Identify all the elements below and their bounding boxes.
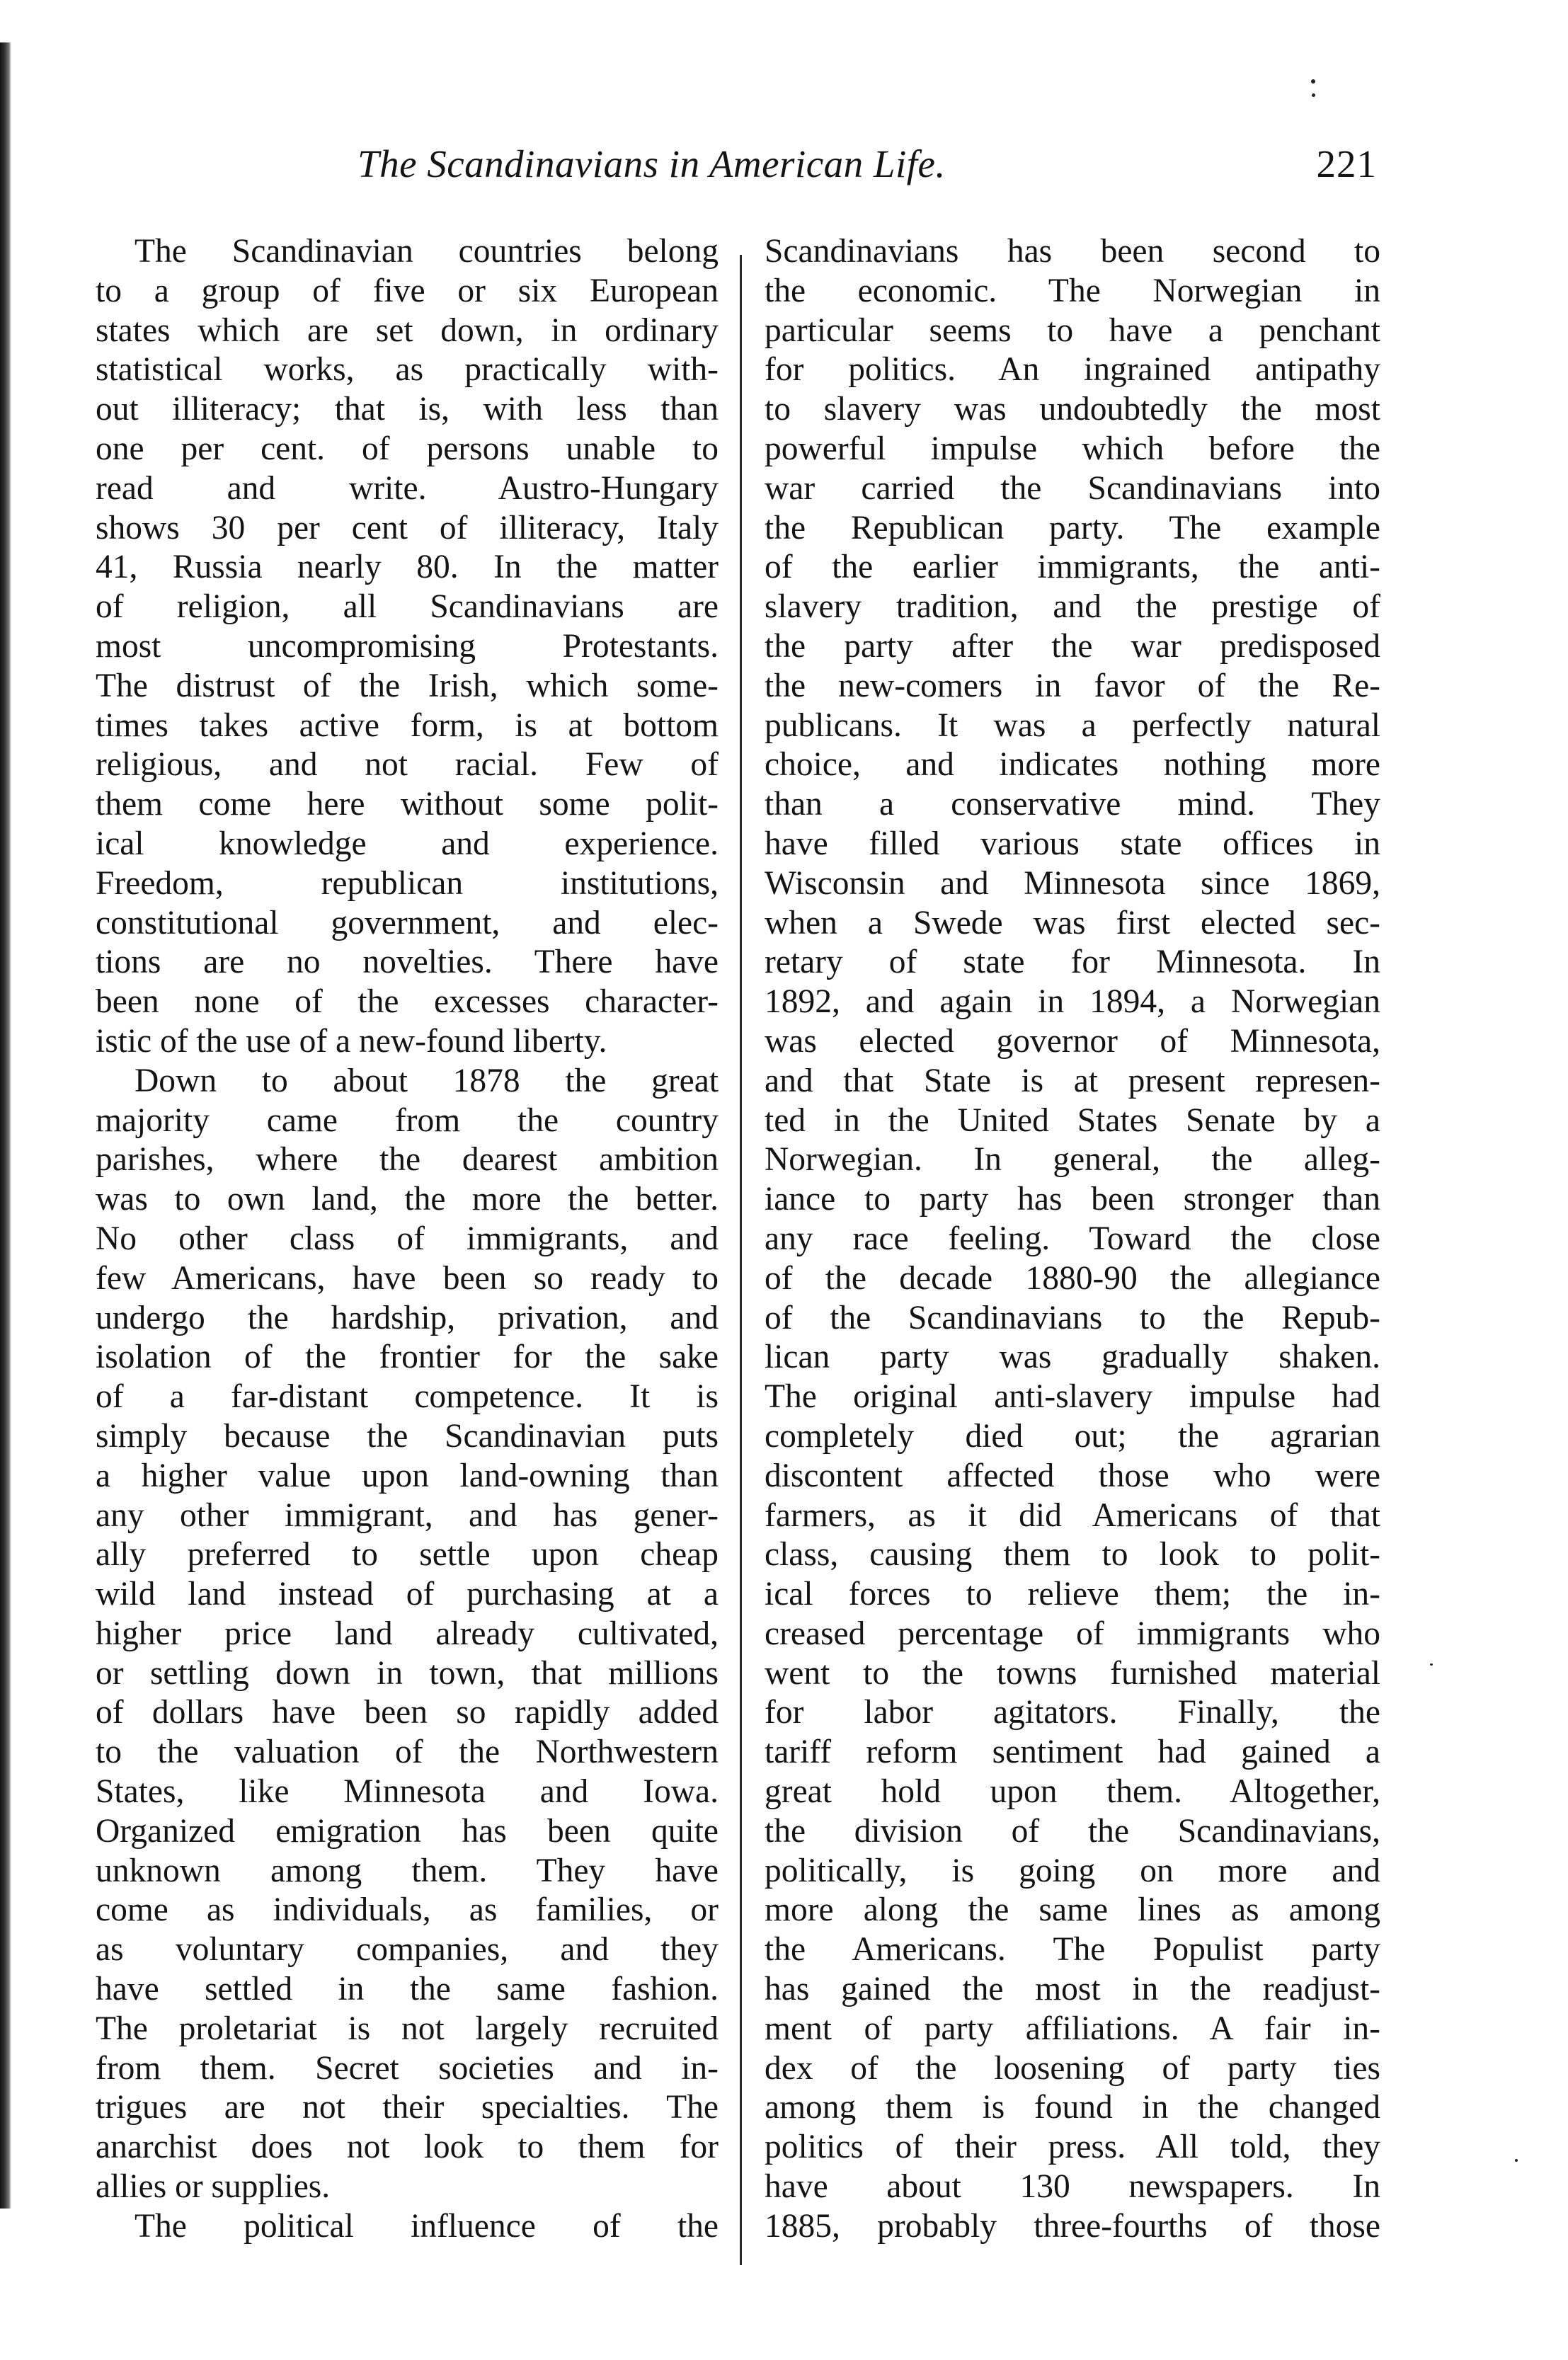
text-line: read and write. Austro-Hungary [96, 469, 719, 507]
text-line: of the earlier immigrants, the anti- [765, 549, 1380, 586]
text-line: simply because the Scandinavian puts [96, 1417, 719, 1455]
text-line: The distrust of the Irish, which some- [96, 667, 719, 704]
text-line: any other immigrant, and has gener- [96, 1496, 719, 1534]
text-line: few Americans, have been so ready to [96, 1259, 719, 1297]
text-line: been none of the excesses character- [96, 983, 719, 1021]
text-line: the party after the war predisposed [765, 627, 1380, 665]
text-line: has gained the most in the readjust- [765, 1971, 1380, 2008]
text-line: constitutional government, and elec- [96, 904, 719, 941]
text-line: discontent affected those who were [765, 1457, 1380, 1494]
text-line: of dollars have been so rapidly added [96, 1694, 719, 1731]
text-line: retary of state for Minnesota. In [765, 944, 1380, 981]
text-line: isolation of the frontier for the sake [96, 1339, 719, 1376]
text-line: Down to about 1878 the great [135, 1062, 719, 1099]
text-line: out illiteracy; that is, with less than [96, 391, 719, 428]
right-column [765, 232, 1380, 2247]
scan-speck [1312, 93, 1315, 97]
page-number: 221 [1316, 142, 1377, 185]
text-line: choice, and indicates nothing more [765, 746, 1380, 784]
text-line: ted in the United States Senate by a [765, 1101, 1380, 1139]
column-rule [740, 255, 742, 2265]
text-line: powerful impulse which before the [765, 430, 1380, 467]
text-line: the new-comers in favor of the Re- [765, 667, 1380, 704]
text-line: undergo the hardship, privation, and [96, 1299, 719, 1336]
text-line: statistical works, as practically with- [96, 351, 719, 389]
text-line: The political influence of the [135, 2207, 719, 2245]
text-line: for politics. An ingrained antipathy [765, 351, 1380, 389]
text-line: for labor agitators. Finally, the [765, 1694, 1380, 1731]
text-line: war carried the Scandinavians into [765, 469, 1380, 507]
left-column [96, 232, 719, 2247]
text-line: the Republican party. The example [765, 509, 1380, 546]
text-line: one per cent. of persons unable to [96, 430, 719, 467]
text-line: tariff reform sentiment had gained a [765, 1734, 1380, 1771]
text-line: states which are set down, in ordinary [96, 311, 719, 349]
text-line: than a conservative mind. They [765, 786, 1380, 823]
text-line: come as individuals, as families, or [96, 1891, 719, 1929]
text-line: farmers, as it did Americans of that [765, 1496, 1380, 1534]
text-line: Wisconsin and Minnesota since 1869, [765, 864, 1380, 902]
text-line: more along the same lines as among [765, 1891, 1380, 1929]
text-line: ical forces to relieve them; the in- [765, 1576, 1380, 1613]
text-line: higher price land already cultivated, [96, 1615, 719, 1652]
text-line: slavery tradition, and the prestige of [765, 588, 1380, 626]
text-line: The Scandinavian countries belong [135, 233, 719, 270]
text-line: The proletariat is not largely recruited [96, 2010, 719, 2047]
text-line: shows 30 per cent of illiteracy, Italy [96, 509, 719, 546]
text-line: from them. Secret societies and in- [96, 2049, 719, 2087]
text-line: to the valuation of the Northwestern [96, 1734, 719, 1771]
text-line: went to the towns furnished material [765, 1654, 1380, 1692]
text-line: as voluntary companies, and they [96, 1931, 719, 1969]
text-line: dex of the loosening of party ties [765, 2049, 1380, 2087]
text-line: The original anti-slavery impulse had [765, 1378, 1380, 1416]
text-line: the division of the Scandinavians, [765, 1812, 1380, 1850]
text-line: religious, and not racial. Few of [96, 746, 719, 784]
text-line: particular seems to have a penchant [765, 311, 1380, 349]
text-line: or settling down in town, that millions [96, 1654, 719, 1692]
text-line: Norwegian. In general, the alleg- [765, 1141, 1380, 1179]
text-line: politically, is going on more and [765, 1852, 1380, 1889]
text-line: ment of party affiliations. A fair in- [765, 2010, 1380, 2047]
text-line: was elected governor of Minnesota, [765, 1022, 1380, 1060]
text-line: wild land instead of purchasing at a [96, 1576, 719, 1613]
text-line: anarchist does not look to them for [96, 2129, 719, 2166]
text-line: istic of the use of a new-found liberty. [96, 1022, 607, 1060]
text-line: most uncompromising Protestants. [96, 627, 719, 665]
text-line: of a far-distant competence. It is [96, 1378, 719, 1416]
text-line: and that State is at present represen- [765, 1062, 1380, 1099]
text-line: them come here without some polit- [96, 786, 719, 823]
text-line: 1892, and again in 1894, a Norwegian [765, 983, 1380, 1021]
text-line: creased percentage of immigrants who [765, 1615, 1380, 1652]
scan-speck [1311, 79, 1315, 84]
text-line: politics of their press. All told, they [765, 2129, 1380, 2166]
text-line: have settled in the same fashion. [96, 1971, 719, 2008]
text-line: ical knowledge and experience. [96, 825, 719, 862]
text-line: unknown among them. They have [96, 1852, 719, 1889]
text-line: of the decade 1880-90 the allegiance [765, 1259, 1380, 1297]
text-line: States, like Minnesota and Iowa. [96, 1773, 719, 1811]
text-line: great hold upon them. Altogether, [765, 1773, 1380, 1811]
text-line: majority came from the country [96, 1101, 719, 1139]
running-title: The Scandinavians in American Life. [357, 142, 946, 185]
text-line: parishes, where the dearest ambition [96, 1141, 719, 1179]
text-line: a higher value upon land-owning than [96, 1457, 719, 1494]
text-line: to slavery was undoubtedly the most [765, 391, 1380, 428]
text-line: Scandinavians has been second to [765, 233, 1380, 270]
text-line: tions are no novelties. There have [96, 944, 719, 981]
scan-speck [1515, 2159, 1518, 2162]
scan-speck [1430, 1663, 1433, 1666]
text-line: 41, Russia nearly 80. In the matter [96, 549, 719, 586]
text-line: of the Scandinavians to the Repub- [765, 1299, 1380, 1336]
text-line: when a Swede was first elected sec- [765, 904, 1380, 941]
text-line: among them is found in the changed [765, 2089, 1380, 2126]
text-line: 1885, probably three-fourths of those [765, 2207, 1380, 2245]
text-line: the Americans. The Populist party [765, 1931, 1380, 1969]
page-header [357, 142, 1377, 198]
text-line: have about 130 newspapers. In [765, 2168, 1380, 2206]
text-line: allies or supplies. [96, 2168, 331, 2206]
text-line: Organized emigration has been quite [96, 1812, 719, 1850]
text-line: Freedom, republican institutions, [96, 864, 719, 902]
text-line: ally preferred to settle upon cheap [96, 1536, 719, 1574]
text-line: publicans. It was a perfectly natural [765, 706, 1380, 744]
text-line: of religion, all Scandinavians are [96, 588, 719, 626]
text-line: the economic. The Norwegian in [765, 272, 1380, 309]
text-line: to a group of five or six European [96, 272, 719, 309]
text-line: was to own land, the more the better. [96, 1181, 719, 1218]
text-line: completely died out; the agrarian [765, 1417, 1380, 1455]
text-line: iance to party has been stronger than [765, 1181, 1380, 1218]
text-line: times takes active form, is at bottom [96, 706, 719, 744]
text-line: class, causing them to look to polit- [765, 1536, 1380, 1574]
text-line: have filled various state offices in [765, 825, 1380, 862]
text-line: No other class of immigrants, and [96, 1220, 719, 1257]
text-line: any race feeling. Toward the close [765, 1220, 1380, 1257]
scan-edge-shadow [0, 42, 11, 2209]
text-line: trigues are not their specialties. The [96, 2089, 719, 2126]
text-line: lican party was gradually shaken. [765, 1339, 1380, 1376]
